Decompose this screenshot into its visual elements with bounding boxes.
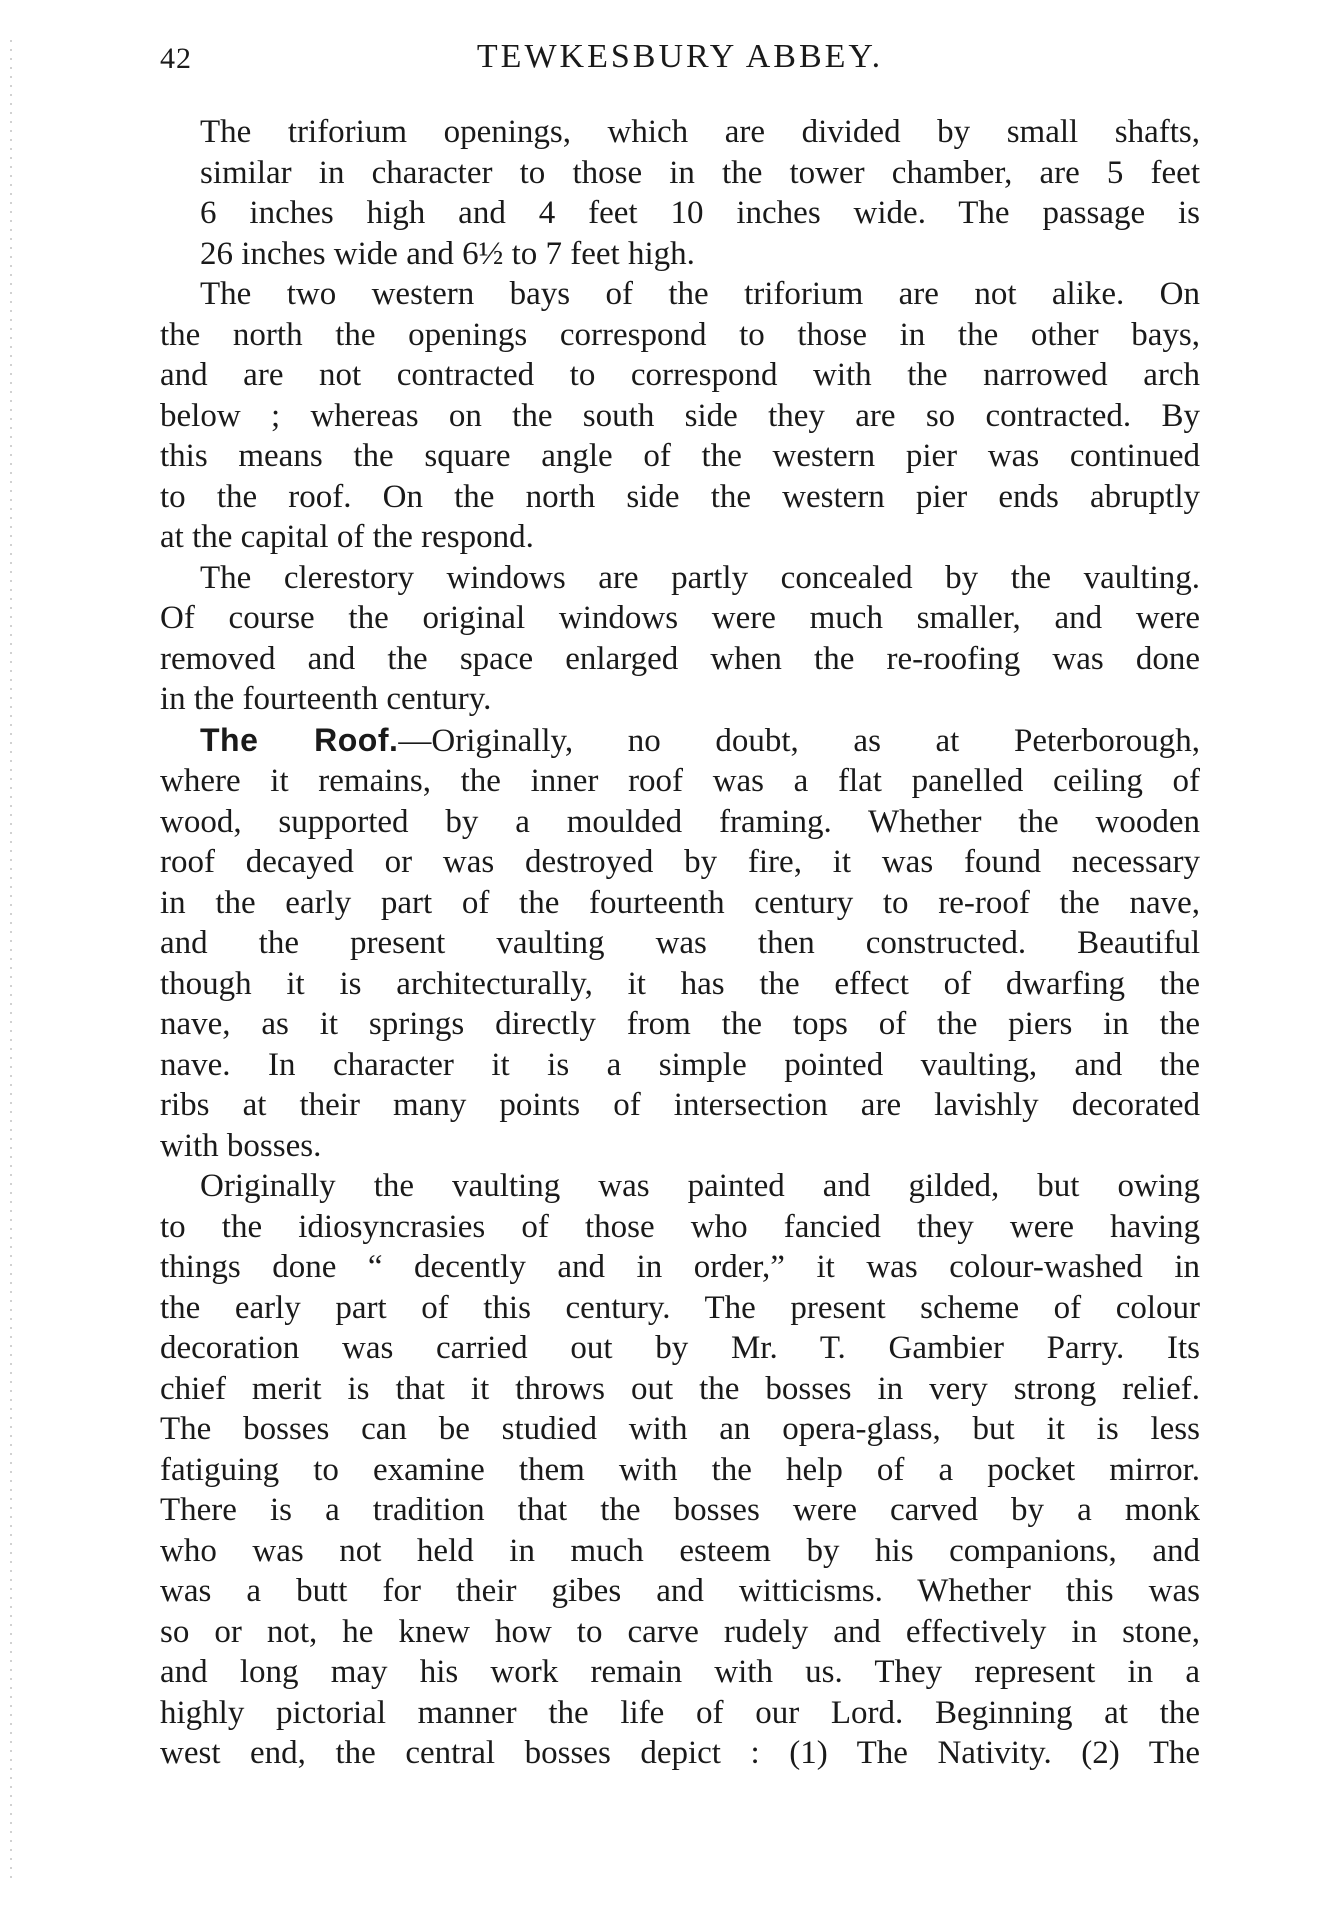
text-line: wood, supported by a moulded framing. Whether the wooden bbox=[160, 803, 1200, 840]
text-line: The clerestory windows are partly concealed by the vaulting. bbox=[200, 559, 1200, 596]
text-line: to the idiosyncrasies of those who fancied they were having bbox=[160, 1208, 1200, 1245]
paragraph-triforium-openings bbox=[160, 112, 1200, 274]
text-line: chief merit is that it throws out the bosses in very strong relief. bbox=[160, 1370, 1200, 1407]
text-line: and long may his work remain with us. They represent in a bbox=[160, 1654, 1200, 1690]
paragraph-the-roof bbox=[160, 720, 1200, 1167]
text-line: Originally the vaulting was painted and gilded, but owing bbox=[200, 1168, 1200, 1204]
text-line: The bosses can be studied with an opera-glass, but it is less bbox=[160, 1411, 1200, 1447]
text-line: the north the openings correspond to those in the other bays, bbox=[160, 316, 1200, 353]
text-line: and the present vaulting was then constructed. Beautiful bbox=[160, 925, 1200, 961]
text-line: Of course the original windows were much smaller, and were bbox=[160, 600, 1200, 636]
text-line: and are not contracted to correspond with the narrowed arch bbox=[160, 357, 1200, 393]
text-line: nave, as it springs directly from the tops of the piers in the bbox=[160, 1006, 1200, 1042]
text-line: in the fourteenth century. bbox=[160, 681, 492, 717]
text-line bbox=[160, 720, 1200, 762]
text-line: with bosses. bbox=[160, 1127, 322, 1164]
page-gutter-mark bbox=[10, 40, 12, 1880]
text-line-fragment: —Originally, no doubt, as at Peterborough, bbox=[398, 722, 1201, 759]
text-line: nave. In character it is a simple pointed vaulting, and the bbox=[160, 1046, 1200, 1083]
text-line: things done “ decently and in order,” it was colour-washed in bbox=[160, 1249, 1200, 1285]
text-line: to the roof. On the north side the western pier ends abruptly bbox=[160, 478, 1200, 515]
text-line: west end, the central bosses depict : (1) The Nativity. (2) The bbox=[160, 1735, 1200, 1771]
text-line: decoration was carried out by Mr. T. Gambier Parry. Its bbox=[160, 1330, 1200, 1366]
paragraph-clerestory bbox=[160, 558, 1200, 720]
text-line: The triforium openings, which are divided by small shafts, bbox=[200, 114, 1200, 150]
section-heading-the-roof: The Roof. bbox=[200, 721, 399, 758]
text-line: There is a tradition that the bosses were carved by a monk bbox=[160, 1492, 1200, 1528]
text-line: similar in character to those in the tower chamber, are 5 feet bbox=[200, 154, 1200, 191]
text-line: though it is architecturally, it has the effect of dwarfing the bbox=[160, 965, 1200, 1002]
text-line: highly pictorial manner the life of our Lord. Beginning at the bbox=[160, 1694, 1200, 1731]
page-header bbox=[160, 38, 1200, 78]
text-line: The two western bays of the triforium are not alike. On bbox=[200, 276, 1200, 312]
text-line: in the early part of the fourteenth century to re-roof the nave, bbox=[160, 884, 1200, 921]
text-line: so or not, he knew how to carve rudely and effectively in stone, bbox=[160, 1613, 1200, 1650]
text-line: fatiguing to examine them with the help of a pocket mirror. bbox=[160, 1451, 1200, 1488]
text-line: this means the square angle of the western pier was continued bbox=[160, 438, 1200, 474]
text-line: ribs at their many points of intersection are lavishly decorated bbox=[160, 1087, 1200, 1123]
text-line: below ; whereas on the south side they are so contracted. By bbox=[160, 397, 1200, 434]
text-line: roof decayed or was destroyed by fire, it was found necessary bbox=[160, 844, 1200, 880]
text-line: 26 inches wide and 6½ to 7 feet high. bbox=[200, 235, 695, 272]
text-line: where it remains, the inner roof was a flat panelled ceiling of bbox=[160, 763, 1200, 799]
body-text bbox=[160, 112, 1200, 1774]
page-number: 42 bbox=[160, 42, 192, 75]
text-line: removed and the space enlarged when the re-roofing was done bbox=[160, 640, 1200, 677]
text-line: was a butt for their gibes and witticisms. Whether this was bbox=[160, 1573, 1200, 1609]
text-line: the early part of this century. The present scheme of colour bbox=[160, 1289, 1200, 1326]
paragraph-western-bays bbox=[160, 274, 1200, 558]
text-line: at the capital of the respond. bbox=[160, 519, 534, 555]
running-title: TEWKESBURY ABBEY. bbox=[476, 38, 884, 75]
paragraph-vaulting-painted bbox=[160, 1166, 1200, 1774]
text-line: who was not held in much esteem by his companions, and bbox=[160, 1532, 1200, 1569]
text-line: 6 inches high and 4 feet 10 inches wide. The passage is bbox=[200, 195, 1200, 231]
